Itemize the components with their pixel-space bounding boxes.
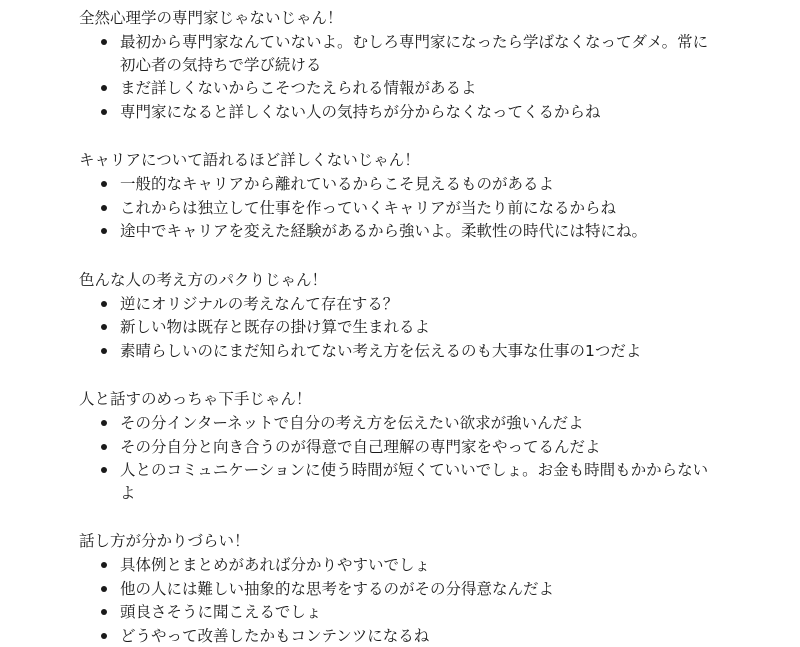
section-heading: 人と話すのめっちゃ下手じゃん！	[79, 388, 800, 410]
bullet-icon	[101, 205, 107, 211]
list-item	[79, 601, 720, 624]
bullet-icon	[101, 348, 107, 354]
list-item	[79, 436, 720, 459]
bullet-icon	[101, 85, 107, 91]
list-item	[79, 197, 720, 220]
bullet-icon	[101, 39, 107, 45]
bullet-icon	[101, 562, 107, 568]
list-item-text: 途中でキャリアを変えた経験があるから強いよ。柔軟性の時代には特にね。	[120, 220, 720, 243]
list-item	[79, 293, 720, 316]
bullet-icon	[101, 420, 107, 426]
list-item	[79, 101, 720, 124]
bullet-list	[79, 173, 800, 243]
bullet-icon	[101, 467, 107, 473]
list-item	[79, 412, 720, 435]
list-item-text: 他の人には難しい抽象的な思考をするのがその分得意なんだよ	[120, 578, 720, 601]
bullet-list	[79, 554, 800, 647]
list-item-text: その分自分と向き合うのが得意で自己理解の専門家をやってるんだよ	[120, 436, 720, 459]
bullet-icon	[101, 181, 107, 187]
list-item-text: 専門家になると詳しくない人の気持ちが分からなくなってくるからね	[120, 101, 720, 124]
list-item-text: 素晴らしいのにまだ知られてない考え方を伝えるのも大事な仕事の1つだよ	[120, 340, 720, 363]
section-heading: 全然心理学の専門家じゃないじゃん！	[79, 7, 800, 29]
section-not-career-expert	[79, 149, 800, 243]
list-item	[79, 173, 720, 196]
list-item	[79, 316, 720, 339]
list-item	[79, 578, 720, 601]
list-item-text: まだ詳しくないからこそつたえられる情報があるよ	[120, 77, 720, 100]
bullet-icon	[101, 228, 107, 234]
bullet-list	[79, 412, 800, 504]
list-item	[79, 625, 720, 647]
list-item-text: これからは独立して仕事を作っていくキャリアが当たり前になるからね	[120, 197, 720, 220]
section-bad-at-talking	[79, 388, 800, 504]
bullet-icon	[101, 444, 107, 450]
bullet-list	[79, 31, 800, 123]
bullet-list	[79, 293, 800, 363]
list-item-text: 最初から専門家なんていないよ。むしろ専門家になったら学ばなくなってダメ。常に初心者の気持ちで学び続ける	[120, 31, 720, 76]
section-heading: キャリアについて語れるほど詳しくないじゃん！	[79, 149, 800, 171]
list-item	[79, 340, 720, 363]
bullet-icon	[101, 609, 107, 615]
bullet-icon	[101, 586, 107, 592]
list-item	[79, 459, 720, 504]
bullet-icon	[101, 301, 107, 307]
list-item	[79, 220, 720, 243]
list-item	[79, 77, 720, 100]
list-item-text: 逆にオリジナルの考えなんて存在する？	[120, 293, 720, 316]
list-item	[79, 554, 720, 577]
list-item-text: その分インターネットで自分の考え方を伝えたい欲求が強いんだよ	[120, 412, 720, 435]
section-hard-to-understand	[79, 530, 800, 647]
list-item-text: どうやって改善したかもコンテンツになるね	[120, 625, 720, 647]
section-heading: 話し方が分かりづらい！	[79, 530, 800, 552]
section-heading: 色んな人の考え方のパクりじゃん！	[79, 269, 800, 291]
list-item-text: 具体例とまとめがあれば分かりやすいでしょ	[120, 554, 720, 577]
list-item-text: 人とのコミュニケーションに使う時間が短くていいでしょ。お金も時間もかからないよ	[120, 459, 720, 504]
list-item-text: 一般的なキャリアから離れているからこそ見えるものがあるよ	[120, 173, 720, 196]
section-not-psychology-expert	[79, 7, 800, 123]
list-item	[79, 31, 720, 76]
bullet-icon	[101, 109, 107, 115]
bullet-icon	[101, 324, 107, 330]
list-item-text: 頭良さそうに聞こえるでしょ	[120, 601, 720, 624]
list-item-text: 新しい物は既存と既存の掛け算で生まれるよ	[120, 316, 720, 339]
section-copying-ideas	[79, 269, 800, 363]
